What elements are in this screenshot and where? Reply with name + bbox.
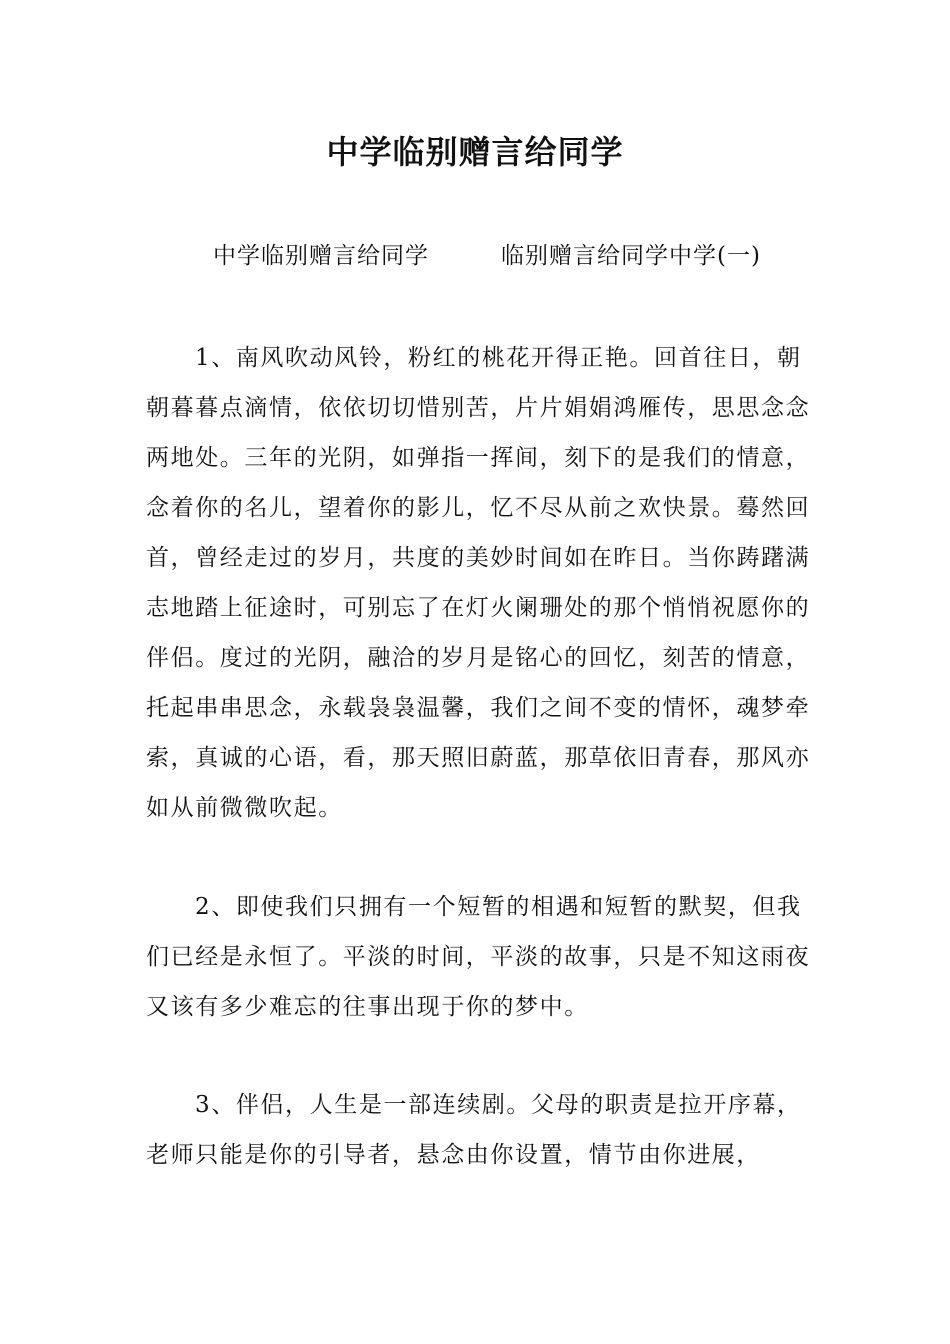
document-title: 中学临别赠言给同学 [326,133,624,171]
document-subtitle: 中学临别赠言给同学 临别赠言给同学中学(一) [213,243,761,269]
paragraph-3: 3、伴侣，人生是一部连续剧。父母的职责是拉开序幕，老师只能是你的引导者，悬念由你设置，情节由你进展， [146,1092,802,1168]
paragraph-1: 1、南风吹动风铃，粉红的桃花开得正艳。回首往日，朝朝暮暮点滴情，依依切切惜别苦，片片娟娟鸿雁传，思思念念两地处。三年的光阴，如弹指一挥间，刻下的是我们的情意，念着你的名儿，望着你的影儿，忆不尽从前之欢快景。蓦然回首，曾经走过的岁月，共度的美妙时间如在昨日。当你踌躇满志地踏上征途时，可别忘了在灯火阑珊处的那个悄悄祝愿你的伴侣。度过的光阴，融洽的岁月是铭心的回忆，刻苦的情意，托起串串思念，永载袅袅温馨，我们之间不变的情怀，魂梦牵索，真诚的心语，看，那天照旧蔚蓝，那草依旧青春，那风亦如从前微微吹起。 [146,345,811,821]
paragraph-2: 2、即使我们只拥有一个短暂的相遇和短暂的默契，但我们已经是永恒了。平淡的时间，平淡的故事，只是不知这雨夜又该有多少难忘的往事出现于你的梦中。 [146,894,811,1020]
